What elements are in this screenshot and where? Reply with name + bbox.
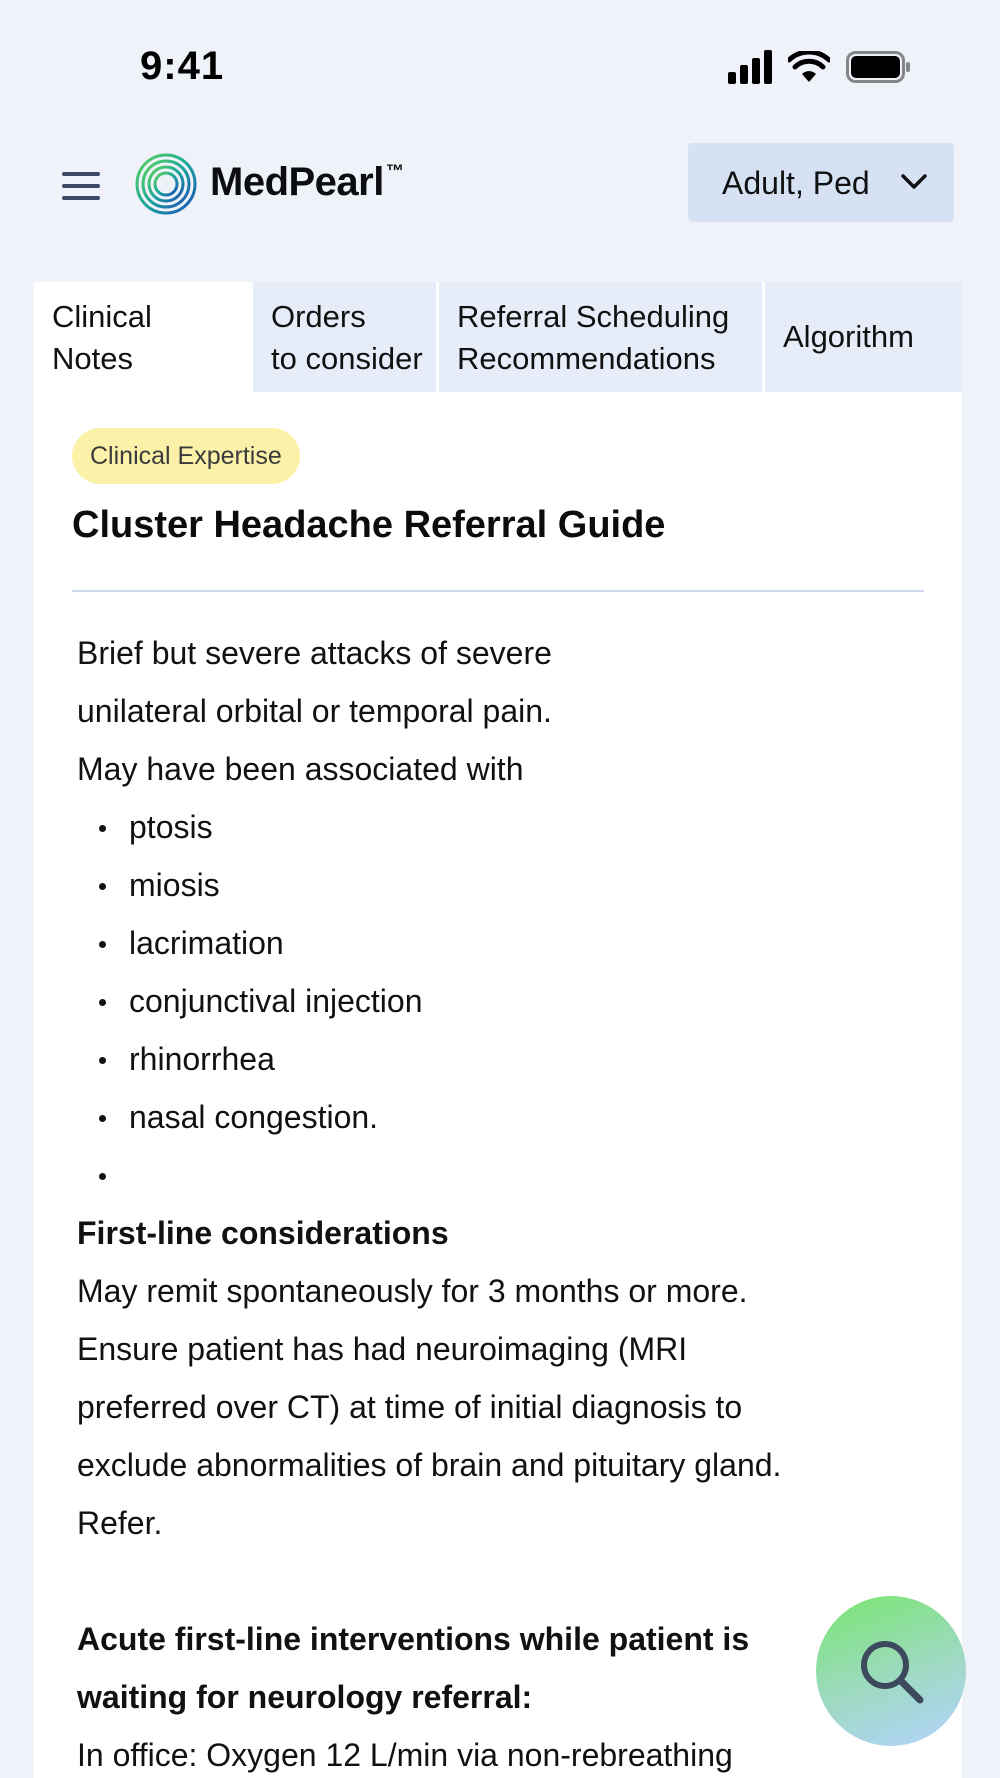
list-item: miosis (77, 856, 937, 914)
first-line-text: May remit spontaneously for 3 months or more. (77, 1273, 748, 1309)
acute-text: In office: Oxygen 12 L/min via non-rebreathing (77, 1737, 733, 1773)
brand-name: MedPearl ™ (210, 160, 404, 204)
intro-line: May have been associated with (77, 751, 524, 787)
tab-clinical-notes[interactable] (34, 282, 250, 392)
battery-icon (846, 51, 912, 83)
section-heading-acute: Acute first-line interventions while patient is (77, 1621, 750, 1657)
tab-label: Orders to consider (271, 299, 423, 376)
cellular-signal-icon (726, 50, 774, 84)
page-title: Cluster Headache Referral Guide (72, 504, 666, 546)
first-line-text: exclude abnormalities of brain and pituitary gland. (77, 1447, 782, 1483)
tab-label: Clinical Notes (52, 299, 152, 376)
section-heading-first-line: First-line considerations (77, 1215, 449, 1251)
list-item (77, 1146, 937, 1204)
hamburger-menu-icon[interactable] (58, 168, 104, 204)
wifi-icon (788, 51, 830, 83)
first-line-text: preferred over CT) at time of initial diagnosis to (77, 1389, 743, 1425)
content-card (34, 282, 962, 1778)
search-button[interactable] (816, 1596, 966, 1746)
list-item: lacrimation (77, 914, 937, 972)
list-item: nasal congestion. (77, 1088, 937, 1146)
tab-label: Algorithm (783, 319, 914, 354)
intro-line: unilateral orbital or temporal pain. (77, 693, 552, 729)
spacer (77, 1552, 937, 1610)
search-icon (856, 1636, 926, 1706)
symptom-list (77, 798, 937, 1204)
tab-orders-to-consider[interactable] (250, 282, 436, 392)
category-badge: Clinical Expertise (72, 428, 300, 484)
chevron-down-icon (900, 173, 928, 191)
tab-label: Referral Scheduling Recommendations (457, 299, 730, 376)
list-item: rhinorrhea (77, 1030, 937, 1088)
app-header (0, 140, 1000, 230)
audience-select-value: Adult, Ped (722, 165, 870, 201)
medpearl-logo-icon (134, 152, 198, 216)
first-line-text: Refer. (77, 1505, 163, 1541)
divider (72, 590, 924, 592)
trademark-symbol: ™ (385, 160, 404, 181)
tab-referral-scheduling[interactable] (436, 282, 762, 392)
tab-algorithm[interactable] (762, 282, 962, 392)
list-item: ptosis (77, 798, 937, 856)
section-heading-acute: waiting for neurology referral: (77, 1679, 533, 1715)
tab-bar (34, 282, 962, 392)
list-item: conjunctival injection (77, 972, 937, 1030)
status-time: 9:41 (140, 44, 225, 88)
first-line-text: Ensure patient has had neuroimaging (MRI (77, 1331, 688, 1367)
intro-line: Brief but severe attacks of severe (77, 635, 552, 671)
clinical-notes-body (77, 624, 937, 1778)
audience-select[interactable] (688, 143, 954, 222)
status-bar (0, 0, 1000, 130)
